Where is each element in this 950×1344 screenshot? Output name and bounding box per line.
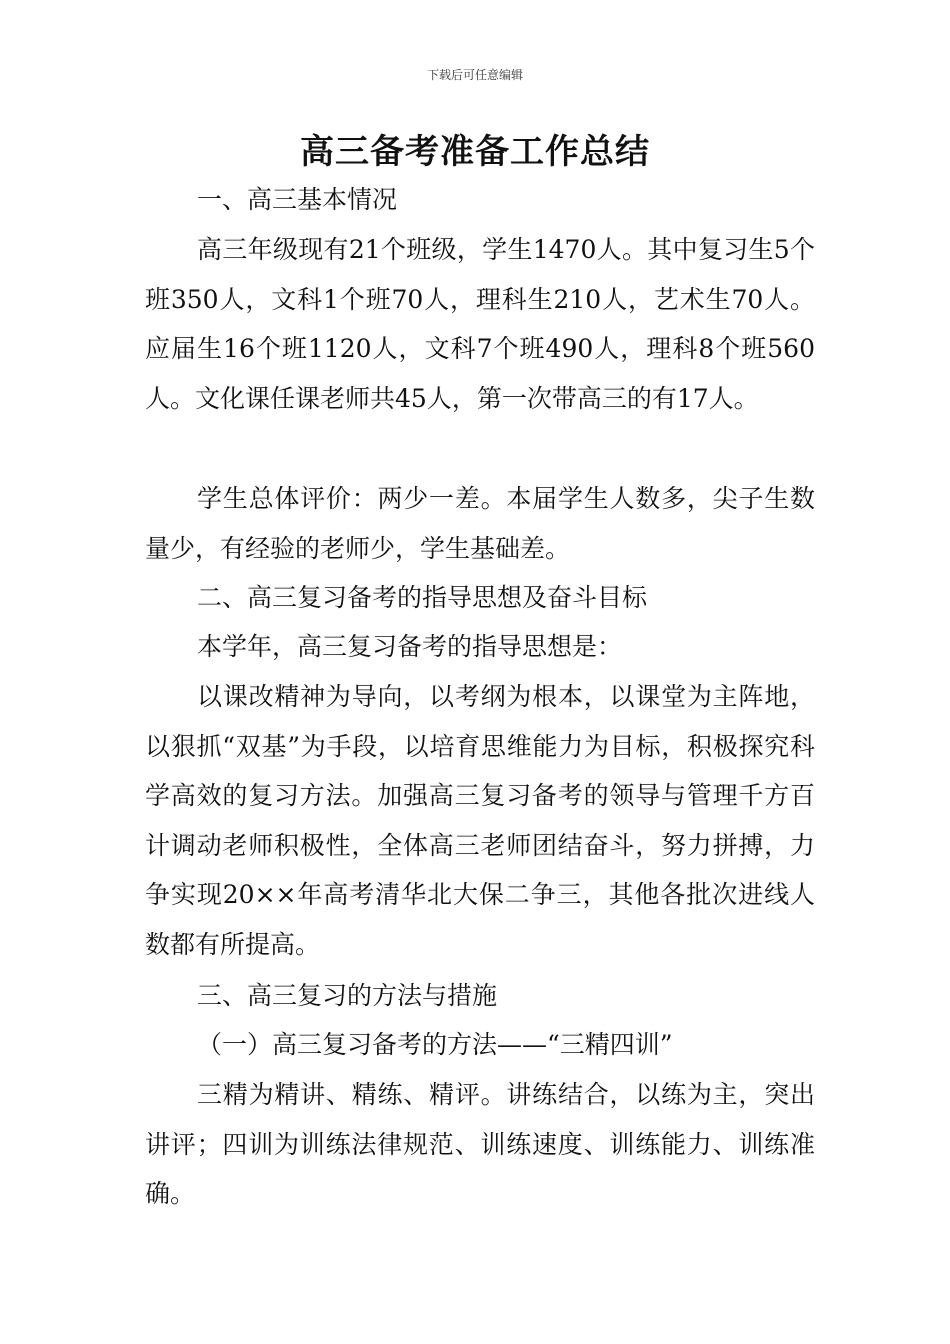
header-note: 下载后可任意编辑 [426,68,523,82]
section-1-paragraph-1: 高三年级现有21个班级，学生1470人。其中复习生5个班350人，文科1个班70人，理科生210人，艺术生70人。应届生16个班1120人，文科7个班490人，理科8个班560人。文化课任课老师共45人，第一次带高三的有17人。 [145,235,815,413]
section-2-heading: 二、高三复习备考的指导思想及奋斗目标 [197,583,648,612]
section-3-paragraph-1: 三精为精讲、精练、精评。讲练结合，以练为主，突出讲评；四训为训练法律规范、训练速度、训练能力、训练准确。 [145,1080,815,1208]
page-title: 高三备考准备工作总结 [300,132,650,172]
section-3-heading: 三、高三复习的方法与措施 [197,981,498,1010]
section-2-intro: 本学年，高三复习备考的指导思想是： [197,632,623,661]
section-3-subheading-1: （一）高三复习备考的方法——“三精四训” [197,1030,673,1059]
section-1-heading: 一、高三基本情况 [197,185,398,214]
section-1-paragraph-2: 学生总体评价：两少一差。本届学生人数多，尖子生数量少，有经验的老师少，学生基础差。 [145,484,815,563]
section-2-paragraph-1: 以课改精神为导向，以考纲为根本，以课堂为主阵地，以狠抓“双基”为手段，以培育思维能力为目标，积极探究科学高效的复习方法。加强高三复习备考的领导与管理千方百计调动老师积极性，全体高三老师团结奋斗，努力拼搏，力争实现20××年高考清华北大保二争三，其他各批次进线人数都有所提高。 [145,682,815,959]
